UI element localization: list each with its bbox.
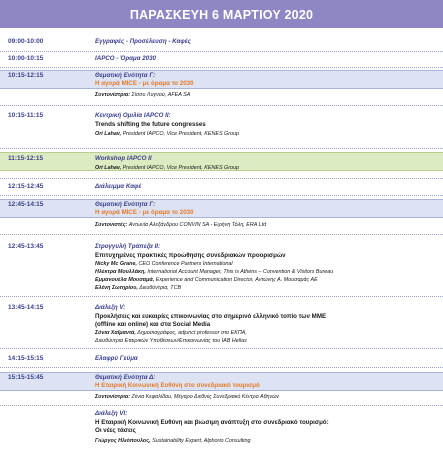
session-subtitle: Προκλήσεις και ευκαιρίες επικοινωνίας στο σημερινό ελληνικό τοπίο των MME [95, 313, 327, 320]
session-coordinator [95, 222, 266, 230]
session-subtitle: Η αγορά MICE - με όραμα το 2030 [95, 209, 194, 216]
session-title: Ελαφρύ Γεύμα [95, 355, 138, 362]
session-time: 11:15-12:15 [8, 155, 44, 162]
session-coordinator [95, 92, 190, 100]
speaker-role: Δημοσιογράφος, adjunct professor στο ΕΚΠΑ, [137, 330, 247, 336]
session-title: Κεντρική Ομιλία IAPCO II: [95, 112, 171, 119]
divider [0, 367, 443, 368]
speaker-role: Διευθύντρια, TCB [139, 285, 182, 291]
session-time: 13:45-14:15 [8, 304, 44, 311]
session-highlight [0, 199, 443, 218]
session-title: Εγγραφές - Προσέλευση - Καφές [95, 38, 191, 45]
speaker-role: International Account Manager, This is Athens – Convention & Visitors Bureau [147, 269, 334, 275]
session-speaker [95, 131, 239, 139]
speaker-name: Ηλέκτρα Μουλλάκη, [95, 269, 146, 275]
session-subtitle: Trends shifting the future congresses [95, 121, 206, 128]
divider [0, 296, 443, 297]
panel-speaker [95, 277, 318, 285]
speaker-role: Experience and Communication Director, Αντώνης Α. Μουσαμάς ΑΕ [155, 277, 318, 283]
coordinator-label: Συντονιστές: [95, 222, 128, 228]
session-title: Θεματική Ενότητα Γ: [95, 201, 156, 208]
divider [0, 405, 443, 406]
divider [0, 195, 443, 196]
divider [0, 348, 443, 349]
session-subtitle-2: Οι νέες τάσεις [95, 427, 136, 434]
speaker-name: Γιώργος Ηλιόπουλος, [95, 438, 151, 444]
divider [0, 67, 443, 68]
coordinator-name: Ζένια Κεφαλίδου, Μέγαρο Διεθνές Συνεδριακό Κέντρο Αθηνών [131, 394, 280, 400]
coordinator-name: Αντωνία Αλεξάνδρου CONVIN SA - Ειρήνη Τόλη, ERA Ltd [128, 222, 267, 228]
session-subtitle: Επιτυχημένες πρακτικές προώθησης συνεδριακών προορισμών [95, 252, 286, 259]
session-title: Διάλεξη V: [95, 304, 126, 311]
session-speaker [95, 438, 251, 446]
session-title: Διάλεξη VI: [95, 410, 128, 417]
coordinator-label: Συντονίστρια: [95, 394, 131, 400]
session-time: 15:15-15:45 [8, 374, 44, 381]
panel-speaker [95, 269, 333, 277]
session-subtitle: Η Εταιρική Κοινωνική Ευθύνη στο συνεδριακό τουρισμό [95, 382, 260, 389]
session-subtitle: Η Εταιρική Κοινωνική Ευθύνη και βιώσιμη ανάπτυξη στο συνεδριακό τουρισμό: [95, 419, 329, 426]
session-speaker-role-2: Διευθύντρια Εταιρικών Υποθέσεων/Επικοινωνίας του IAB Hellas [95, 338, 247, 344]
speaker-name: Ελένη Σωτηρίου, [95, 285, 138, 291]
session-speaker [95, 330, 247, 338]
session-time: 12:15-12:45 [8, 183, 44, 190]
speaker-name: Ori Lahav, [95, 165, 122, 171]
panel-speaker [95, 285, 181, 293]
coordinator-name: Σίσσυ Λυγνού, AFEA SA [131, 92, 191, 98]
session-title: Στρογγυλή Τράπεζα ΙΙ: [95, 243, 161, 250]
session-coordinator [95, 394, 279, 402]
session-time: 12:45-14:15 [8, 201, 44, 208]
divider [0, 105, 443, 106]
divider [0, 234, 443, 235]
page-title: ΠΑΡΑΣΚΕΥΗ 6 ΜΑΡΤΙΟΥ 2020 [0, 0, 443, 28]
session-title: Θεματική Ενότητα Γ: [95, 72, 156, 79]
session-title: Workshop IAPCO II [95, 155, 152, 162]
speaker-name: Nicky Mc Grane, [95, 261, 137, 267]
coordinator-label: Συντονίστρια: [95, 92, 131, 98]
speaker-name: Σόνια Χαϊμαντά, [95, 330, 136, 336]
speaker-role: Sustainability Expert, Alphorio Consulting [152, 438, 251, 444]
session-time: 10:15-11:15 [8, 112, 44, 119]
session-title: Θεματική Ενότητα Δ: [95, 374, 156, 381]
divider [0, 51, 443, 52]
speaker-role: CEO Conference Partners International [138, 261, 233, 267]
session-time: 14:15-15:15 [8, 355, 44, 362]
session-speaker [95, 165, 239, 173]
speaker-role: President IAPCO, Vice President, KENES Group [122, 165, 240, 171]
session-subtitle-2: (offline και online) και στα Social Media [95, 321, 211, 328]
panel-speaker [95, 261, 233, 269]
speaker-name: Ori Lahav, [95, 131, 122, 137]
session-time: 09:00-10:00 [8, 38, 44, 45]
session-highlight [0, 70, 443, 89]
divider [0, 178, 443, 179]
speaker-name: Εμμανουέλα Μουσαμά, [95, 277, 155, 283]
session-time: 10:00-10:15 [8, 55, 44, 62]
divider [0, 148, 443, 149]
session-time: 10:15-12:15 [8, 72, 44, 79]
session-title: IAPCO - Όραμα 2030 [95, 55, 156, 62]
session-subtitle: Η αγορά MICE - με όραμα το 2030 [95, 80, 194, 87]
speaker-role: President IAPCO, Vice President, KENES Group [122, 131, 240, 137]
session-time: 12:45-13:45 [8, 243, 44, 250]
session-title: Διάλειμμα Καφέ [95, 183, 142, 190]
